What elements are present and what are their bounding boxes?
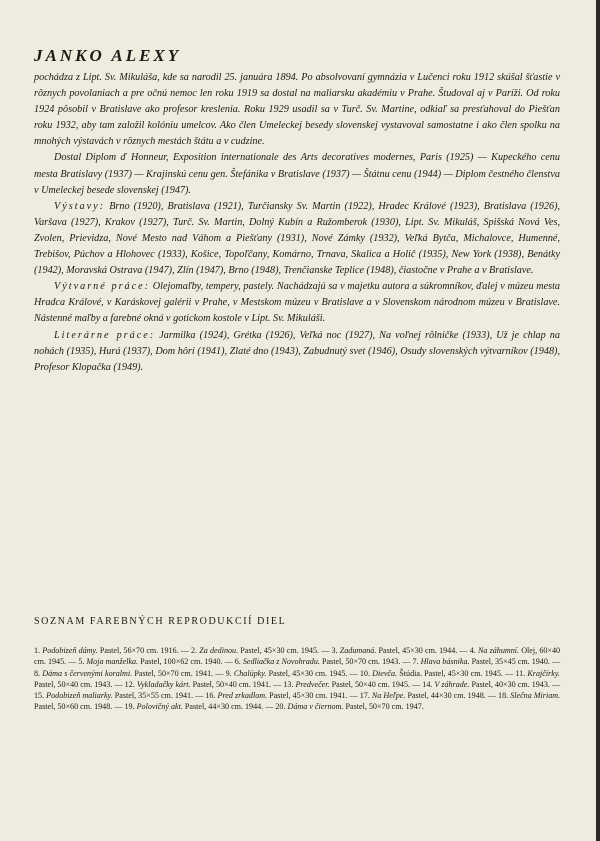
reproduction-number: 17. (359, 691, 372, 701)
reproduction-details: Pastel, 45×30 cm. 1945. (266, 668, 348, 678)
reproduction-number: 8. (34, 668, 43, 678)
reproduction-title: Na Heľpe. (371, 691, 406, 701)
reproduction-title: Hlava básnika. (420, 657, 470, 667)
reproduction-details: Pastel, 45×30 cm. 1941. (267, 691, 348, 701)
reproduction-details: Pastel, 50×60 cm. 1948. (34, 702, 113, 712)
reproduction-details: Pastel, 44×30 cm. 1948. (405, 691, 486, 701)
reproduction-item (235, 657, 401, 666)
exhibitions-text: Brno (1920), Bratislava (1921), Turčiansky Sv. Martin (1922), Hradec Králové (1923), Bratislava (1926), Varšava (1927), Krakov (1927), Turč. Sv. Martin, Dolný Kubín a Ružomberok (1930), Lipt. Sv. Mikuláš, Spišská Nová Ves, Zvolen, Prievidza, Nové Mesto nad Váhom a Piešťany (1931), Nové Zámky (1932), Veľká Bytča, Michalovce, Humenné, Trebišov, Púchov a Hlohovec (1933), Košice, Topoľčany, Komárno, Trnava, Skalica a Holič (1935), New York (1938), Benátky (1942), Moravská Ostrava (1947), Zlín (1947), Brno (1948), Trenčianske Teplice (1948), čiastočne v Prahe a v Bratislave. (34, 200, 561, 277)
reproductions-heading: SOZNAM FAREBNÝCH REPRODUKCIÍ DIEL (34, 616, 287, 627)
reproduction-item (226, 669, 348, 678)
reproduction-number: 11. (515, 668, 528, 678)
reproduction-item (283, 680, 410, 689)
reproduction-number: 4. (469, 646, 478, 655)
reproduction-title: Slečna Miriam. (510, 691, 561, 701)
reproduction-item (205, 691, 347, 700)
reproduction-details: Pastel, 50×70 cm. 1941. (132, 668, 214, 678)
awards-paragraph: Dostal Diplom ď Honneur, Exposition internationale des Arts decoratives modernes, Paris (1925) — Kupeckého cenu mesta Bratislavy (1937) — Krajinskú cenu gen. Štefánika v Bratislave (1937) — Štátnu cenu (1944) — Diplom čestného členstva v Umeleckej besede slovenskej (1947). (34, 152, 560, 196)
reproduction-number: 5. (78, 657, 87, 667)
reproduction-title: Sedliačka z Novohradu. (242, 657, 320, 667)
reproduction-details: Pastel, 50×40 cm. 1943. (34, 679, 113, 689)
reproduction-item (78, 657, 222, 666)
reproduction-item (125, 680, 271, 689)
reproduction-title: Dievča. (372, 668, 398, 678)
reproduction-title: Podobizeň maliarky. (46, 691, 113, 701)
reproduction-number: 18. (498, 691, 511, 701)
reproduction-item (275, 702, 423, 711)
reproduction-item (34, 669, 213, 678)
reproduction-details: Pastel, 50×40 cm. 1945. (329, 679, 411, 689)
reproduction-title: Polovičný akt. (136, 702, 183, 712)
reproduction-number: 3. (331, 646, 340, 655)
reproduction-number: 20. (275, 702, 288, 712)
works-text: Olejomaľby, tempery, pastely. Nachádzajú sa v majetku autora a súkromníkov, ďalej v múzeu mesta Hradca Králové, v Karáskovej galérii v Prahe, v Mestskom múzeu v Bratislave a v Slovenskom národnom múzeu v Bratislave. Nástenné maľby a farebné okná v gotickom kostole v Lipt. Sv. Mikuláši. (34, 281, 561, 325)
works-paragraph (34, 279, 560, 327)
reproduction-title: Moja manželka. (86, 657, 139, 667)
reproduction-item (422, 680, 550, 689)
reproduction-title: Pred zrkadlom. (217, 691, 268, 701)
reproduction-item (34, 646, 179, 655)
literary-text: Jarmilka (1924), Grétka (1926), Veľká noc (1927), Na voľnej rôlničke (1933), Už je chlap na nohách (1935), Hurá (1937), Dom hôrí (1941), Zlaté dno (1943), Zabudnutý svet (1946), Osudy slovenských výtvarníkov (1948), Profesor Klopačka (1949). (34, 329, 560, 373)
reproduction-title: Na záhumní. (477, 646, 520, 655)
reproduction-details: Pastel, 45×30 cm. 1945. (238, 646, 320, 655)
reproduction-title: Krajčírky. (527, 668, 561, 678)
reproductions-list: 1. Podobizeň dámy. Pastel, 56×70 cm. 1916. — 2. Za dedinou. Pastel, 45×30 cm. 1945. — 3. Zadumaná. Pastel, 45×30 cm. 1944. — 4. Na záhumní. Olej, 60×40 cm. 1945. — 5. Moja manželka. Pastel, 100×62 cm. 1940. — 6. Sedliačka z Novohradu. Pastel, 50×70 cm. 1943. — 7. Hlava básnika. Pastel, 35×45 cm. 1940. — 8. Dáma s červenými koralmi. Pastel, 50×70 cm. 1941. — 9. Chalúpky. Pastel, 45×30 cm. 1945. — 10. Dievča. Štúdia. Pastel, 45×30 cm. 1945. — 11. Krajčírky. Pastel, 50×40 cm. 1943. — 12. Vykladačky kárt. Pastel, 50×40 cm. 1941. — 13. Predvečer. Pastel, 50×40 cm. 1945. — 14. V záhrade. Pastel, 40×30 cm. 1943. — 15. Podobizeň maliarky. Pastel, 35×55 cm. 1941. — 16. Pred zrkadlom. Pastel, 45×30 cm. 1941. — 17. Na Heľpe. Pastel, 44×30 cm. 1948. — 18. Slečna Miriam. Pastel, 50×60 cm. 1948. — 19. Polovičný akt. Pastel, 44×30 cm. 1944. — 20. Dáma v čiernom. Pastel, 50×70 cm. 1947. (34, 646, 561, 712)
reproduction-number: 19. (124, 702, 137, 712)
reproduction-details: Pastel, 50×70 cm. 1943. (319, 657, 401, 667)
exhibitions-paragraph (34, 199, 560, 279)
artist-name-heading: JANKO ALEXY (34, 46, 182, 65)
bio-paragraph: pochádza z Lipt. Sv. Mikuláša, kde sa narodil 25. januára 1894. Po absolvovaní gymnázia v Lučenci roku 1912 skúšal šťastie v rôznych povolaniach a pre očnú nemoc len roku 1919 sa dostal na maliarsku akadémiu v Prahe. Študoval aj v Paríži. Od roku 1924 pôsobil v Bratislave ako profesor kreslenia. Roku 1929 usadil sa v Turč. Sv. Martine, odkiaľ sa presťahoval do Piešťan roku 1932, aby tam založil kolóniu umelcov. Ako člen Umeleckej besedy slovenskej vystavoval samostatne i ako člen spolku na mnohých výstavách v rôznych mestách štátu a v cudzine. (34, 72, 560, 148)
exhibitions-label: Výstavy: (54, 200, 106, 212)
reproduction-details: Pastel, 40×30 cm. 1943. (469, 679, 550, 689)
literary-label: Literárne práce: (54, 329, 156, 341)
reproduction-item (124, 702, 263, 711)
reproduction-details: Pastel, 50×40 cm. 1941. (190, 679, 272, 689)
reproduction-details: Pastel, 35×55 cm. 1941. (112, 691, 194, 701)
reproduction-number: 12. (124, 679, 137, 689)
reproduction-number: 2. (191, 646, 200, 655)
reproduction-number: 15. (34, 691, 47, 701)
reproduction-title: Zadumaná. (339, 646, 377, 655)
reproduction-details: Štúdia. Pastel, 45×30 cm. 1945. (397, 668, 503, 678)
reproduction-details: Pastel, 50×70 cm. 1947. (343, 702, 424, 712)
reproduction-details: Pastel, 35×45 cm. 1940. (469, 657, 550, 667)
reproduction-details: Pastel, 44×30 cm. 1944. (182, 702, 264, 712)
reproduction-item (34, 691, 193, 700)
biography-section (34, 70, 560, 376)
reproduction-details: Pastel, 100×62 cm. 1940. (138, 657, 223, 667)
reproduction-title: Vykladačky kárt. (136, 679, 191, 689)
reproduction-number: 7. (412, 657, 421, 667)
reproduction-details: Pastel, 56×70 cm. 1916. (97, 646, 179, 655)
reproduction-item (360, 669, 503, 678)
reproduction-title: Za dedinou. (199, 646, 239, 655)
reproduction-details: Olej, 60×40 cm. 1945. (34, 646, 561, 667)
literary-paragraph (34, 328, 560, 376)
reproduction-title: Dáma s červenými koralmi. (42, 668, 133, 678)
reproduction-item (360, 691, 486, 700)
reproduction-number: 6. (234, 657, 243, 667)
reproduction-item (331, 646, 457, 655)
reproduction-number: 9. (225, 668, 234, 678)
reproduction-item (412, 657, 549, 666)
works-label: Výtvarné práce: (54, 281, 151, 293)
reproduction-number: 16. (205, 691, 218, 701)
reproduction-title: Chalúpky. (233, 668, 267, 678)
reproduction-details: Pastel, 45×30 cm. 1944. (376, 646, 458, 655)
reproduction-number: 10. (359, 668, 373, 678)
reproduction-number: 1. (34, 646, 43, 655)
reproduction-number: 13. (283, 679, 296, 689)
reproduction-title: V záhrade. (434, 679, 470, 689)
reproduction-title: Predvečer. (295, 679, 330, 689)
reproduction-title: Podobizeň dámy. (42, 646, 98, 655)
reproduction-title: Dáma v čiernom. (287, 702, 344, 712)
reproduction-number: 14. (422, 679, 435, 689)
reproduction-item (191, 646, 319, 655)
